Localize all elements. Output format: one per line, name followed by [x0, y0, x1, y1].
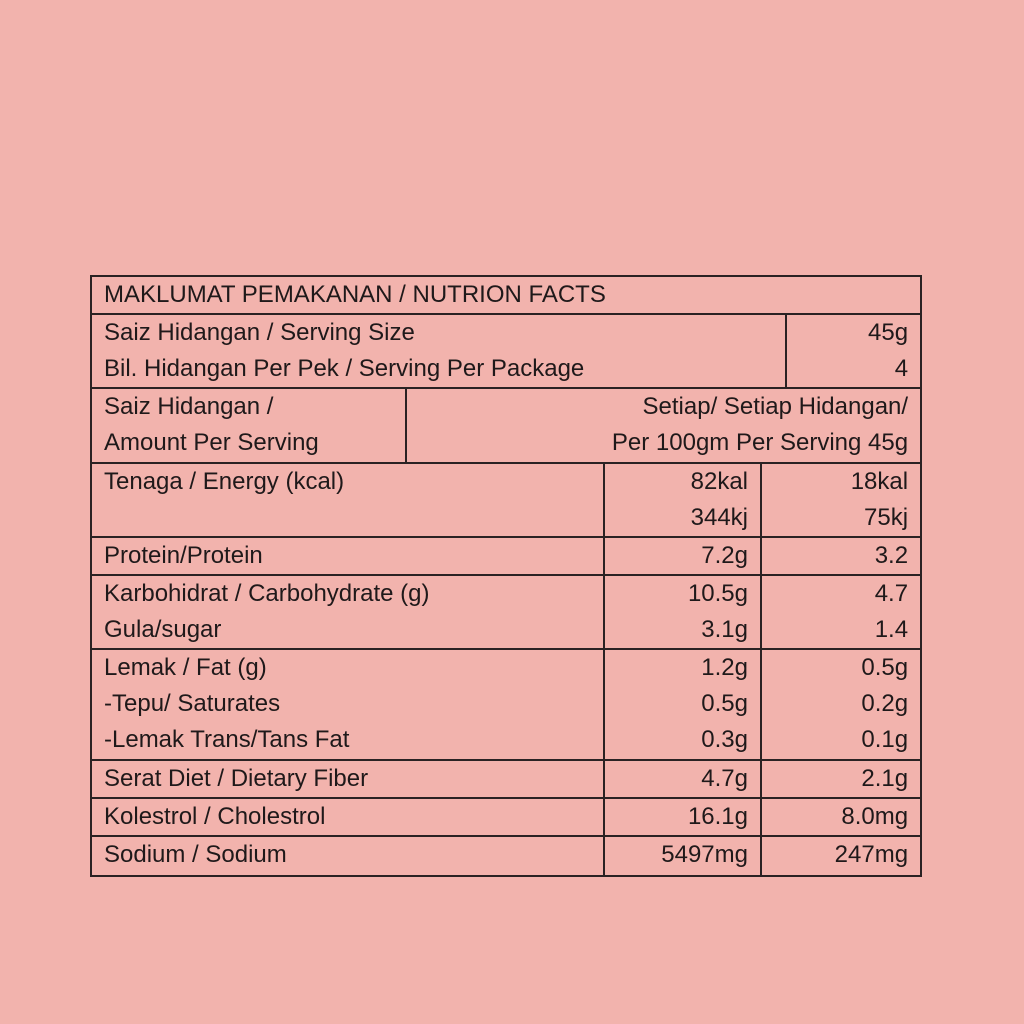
value-line: 75kj: [864, 504, 909, 531]
nutrient-label-line: -Tepu/ Saturates: [104, 690, 281, 717]
value-line: 247mg: [834, 841, 909, 868]
value-line: 18kal: [850, 468, 909, 495]
table-row-carbohydrate: [91, 575, 921, 649]
per-100gm-value: [604, 463, 761, 537]
table-row-serving-info: [91, 314, 921, 388]
value-line: 7.2g: [701, 542, 748, 569]
per-columns-header-line1: Setiap/ Setiap Hidangan/: [642, 393, 909, 420]
value-line: 16.1g: [687, 803, 748, 830]
per-100gm-value: [604, 798, 761, 836]
value-line: 3.2: [874, 542, 909, 569]
per-100gm-value: [604, 649, 761, 760]
per-columns-header-line2: Per 100gm Per Serving 45g: [611, 429, 909, 456]
nutrient-label: [91, 798, 604, 836]
nutrient-label-line: Serat Diet / Dietary Fiber: [104, 765, 369, 792]
amount-per-serving-header: [91, 388, 406, 463]
table-row-cholesterol: [91, 798, 921, 836]
nutrient-label-line: Lemak / Fat (g): [104, 654, 267, 681]
per-100gm-value: [604, 575, 761, 649]
nutrient-label: [91, 537, 604, 575]
nutrient-label: [91, 575, 604, 649]
nutrient-label: [91, 649, 604, 760]
servings-per-package-label: Bil. Hidangan Per Pek / Serving Per Package: [104, 355, 585, 382]
nutrient-label-line: Karbohidrat / Carbohydrate (g): [104, 580, 430, 607]
value-line: 8.0mg: [841, 803, 909, 830]
value-line: 0.3g: [701, 726, 748, 753]
nutrient-label: [91, 836, 604, 876]
per-100gm-value: [604, 836, 761, 876]
value-line: 1.2g: [701, 654, 748, 681]
per-serving-value: [761, 575, 921, 649]
table-title: MAKLUMAT PEMAKANAN / NUTRION FACTS: [91, 276, 921, 314]
nutrient-label: [91, 463, 604, 537]
serving-size-label: Saiz Hidangan / Serving Size: [104, 319, 415, 346]
value-line: 3.1g: [701, 616, 748, 643]
nutrient-label-line: -Lemak Trans/Tans Fat: [104, 726, 350, 753]
serving-info-values: [786, 314, 921, 388]
value-line: 0.5g: [701, 690, 748, 717]
serving-size-value: 45g: [868, 319, 909, 346]
nutrient-label-line: Gula/sugar: [104, 616, 222, 643]
value-line: 0.1g: [861, 726, 909, 753]
per-serving-value: [761, 836, 921, 876]
nutrient-label-line: Kolestrol / Cholestrol: [104, 803, 326, 830]
value-line: 82kal: [690, 468, 748, 495]
table-row-energy: [91, 463, 921, 537]
nutrient-label-line: Protein/Protein: [104, 542, 263, 569]
value-line: 10.5g: [687, 580, 748, 607]
table-row-column-header: [91, 388, 921, 463]
table-row-sodium: [91, 836, 921, 876]
nutrient-label-line: Tenaga / Energy (kcal): [104, 468, 345, 495]
per-100gm-value: [604, 537, 761, 575]
per-serving-value: [761, 649, 921, 760]
table-row-title: [91, 276, 921, 314]
table-row-protein: [91, 537, 921, 575]
nutrient-label: [91, 760, 604, 798]
per-serving-value: [761, 463, 921, 537]
nutrient-label-line: Sodium / Sodium: [104, 841, 287, 868]
per-serving-value: [761, 798, 921, 836]
value-line: 4.7g: [701, 765, 748, 792]
per-100gm-value: [604, 760, 761, 798]
nutrition-label: [90, 275, 922, 877]
servings-per-package-value: 4: [894, 355, 909, 382]
value-line: 5497mg: [661, 841, 748, 868]
value-line: 4.7: [874, 580, 909, 607]
amount-per-serving-line1: Saiz Hidangan /: [104, 393, 274, 420]
nutrition-table: [90, 275, 922, 877]
serving-info-labels: [91, 314, 786, 388]
value-line: 344kj: [690, 504, 748, 531]
table-row-fat: [91, 649, 921, 760]
per-serving-value: [761, 760, 921, 798]
value-line: 1.4: [874, 616, 909, 643]
per-serving-value: [761, 537, 921, 575]
value-line: 0.2g: [861, 690, 909, 717]
table-row-fiber: [91, 760, 921, 798]
value-line: 0.5g: [861, 654, 909, 681]
amount-per-serving-line2: Amount Per Serving: [104, 429, 319, 456]
value-line: 2.1g: [861, 765, 909, 792]
per-columns-header: [406, 388, 921, 463]
